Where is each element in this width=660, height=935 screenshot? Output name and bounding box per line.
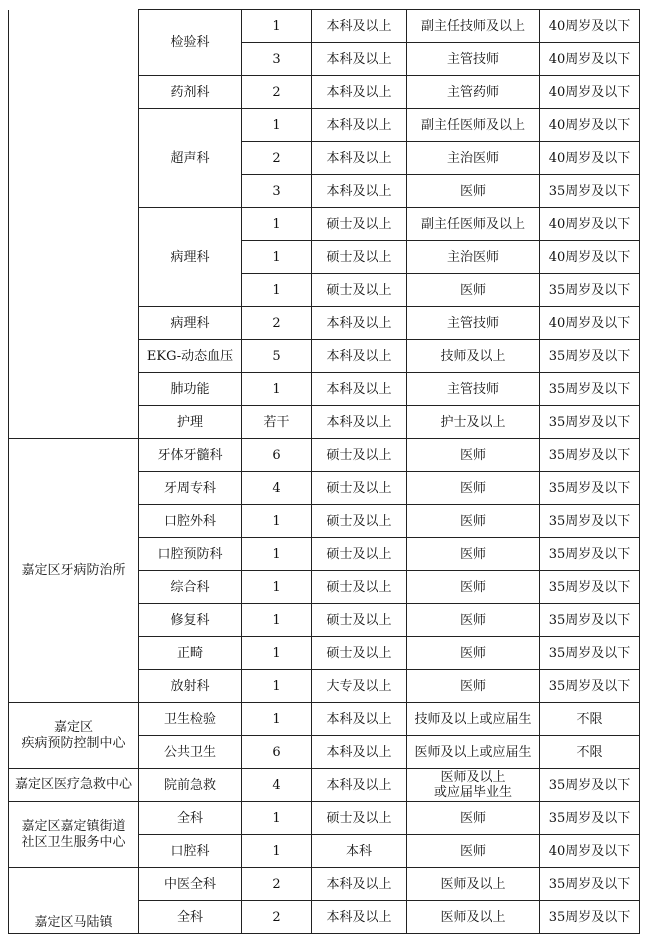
age-limit-cell: 35周岁及以下 xyxy=(540,802,640,835)
job-title-cell: 副主任技师及以上 xyxy=(407,10,540,43)
education-cell: 本科及以上 xyxy=(312,175,407,208)
education-cell: 本科及以上 xyxy=(312,109,407,142)
department-cell: 药剂科 xyxy=(139,76,242,109)
age-limit-cell: 35周岁及以下 xyxy=(540,340,640,373)
age-limit-cell: 35周岁及以下 xyxy=(540,769,640,802)
age-limit-cell: 35周岁及以下 xyxy=(540,571,640,604)
education-cell: 硕士及以上 xyxy=(312,604,407,637)
education-cell: 本科及以上 xyxy=(312,769,407,802)
headcount-cell: 1 xyxy=(242,109,312,142)
age-limit-cell: 35周岁及以下 xyxy=(540,373,640,406)
job-title-cell: 医师 xyxy=(407,637,540,670)
education-cell: 硕士及以上 xyxy=(312,571,407,604)
education-cell: 硕士及以上 xyxy=(312,274,407,307)
department-cell: 放射科 xyxy=(139,670,242,703)
headcount-cell: 1 xyxy=(242,10,312,43)
job-title-cell: 医师 xyxy=(407,538,540,571)
job-title-cell: 副主任医师及以上 xyxy=(407,208,540,241)
department-cell: 院前急救 xyxy=(139,769,242,802)
department-cell: EKG-动态血压 xyxy=(139,340,242,373)
age-limit-cell: 不限 xyxy=(540,703,640,736)
department-cell: 检验科 xyxy=(139,10,242,76)
job-title-cell: 技师及以上 xyxy=(407,340,540,373)
job-title-cell: 医师 xyxy=(407,472,540,505)
department-cell: 口腔科 xyxy=(139,835,242,868)
age-limit-cell: 35周岁及以下 xyxy=(540,604,640,637)
headcount-cell: 1 xyxy=(242,604,312,637)
headcount-cell: 1 xyxy=(242,538,312,571)
department-cell: 修复科 xyxy=(139,604,242,637)
headcount-cell: 3 xyxy=(242,175,312,208)
job-title-cell: 主管药师 xyxy=(407,76,540,109)
job-title-cell: 技师及以上或应届生 xyxy=(407,703,540,736)
headcount-cell: 1 xyxy=(242,241,312,274)
table-row xyxy=(9,703,640,736)
table-row xyxy=(9,802,640,835)
age-limit-cell: 35周岁及以下 xyxy=(540,670,640,703)
education-cell: 硕士及以上 xyxy=(312,439,407,472)
job-title-cell: 主治医师 xyxy=(407,241,540,274)
age-limit-cell: 35周岁及以下 xyxy=(540,175,640,208)
headcount-cell: 2 xyxy=(242,901,312,934)
headcount-cell: 1 xyxy=(242,373,312,406)
education-cell: 硕士及以上 xyxy=(312,208,407,241)
headcount-cell: 1 xyxy=(242,835,312,868)
department-cell: 病理科 xyxy=(139,208,242,307)
age-limit-cell: 35周岁及以下 xyxy=(540,538,640,571)
headcount-cell: 2 xyxy=(242,868,312,901)
unit-name-cell: 嘉定区嘉定镇街道 社区卫生服务中心 xyxy=(9,802,139,868)
department-cell: 全科 xyxy=(139,901,242,934)
education-cell: 本科及以上 xyxy=(312,10,407,43)
education-cell: 硕士及以上 xyxy=(312,505,407,538)
table-row xyxy=(9,439,640,472)
table-row xyxy=(9,868,640,901)
job-title-cell: 主管技师 xyxy=(407,307,540,340)
department-cell: 护理 xyxy=(139,406,242,439)
job-title-cell: 主治医师 xyxy=(407,142,540,175)
age-limit-cell: 40周岁及以下 xyxy=(540,109,640,142)
education-cell: 本科 xyxy=(312,835,407,868)
job-title-cell: 副主任医师及以上 xyxy=(407,109,540,142)
education-cell: 本科及以上 xyxy=(312,43,407,76)
education-cell: 硕士及以上 xyxy=(312,472,407,505)
job-title-cell: 医师 xyxy=(407,505,540,538)
headcount-cell: 1 xyxy=(242,670,312,703)
unit-name-cell xyxy=(9,10,139,439)
education-cell: 本科及以上 xyxy=(312,142,407,175)
age-limit-cell: 35周岁及以下 xyxy=(540,868,640,901)
age-limit-cell: 40周岁及以下 xyxy=(540,43,640,76)
department-cell: 口腔预防科 xyxy=(139,538,242,571)
job-title-cell: 主管技师 xyxy=(407,43,540,76)
job-title-cell: 主管技师 xyxy=(407,373,540,406)
job-title-cell: 医师及以上 xyxy=(407,901,540,934)
headcount-cell: 1 xyxy=(242,637,312,670)
headcount-cell: 4 xyxy=(242,472,312,505)
unit-name-cell: 嘉定区医疗急救中心 xyxy=(9,769,139,802)
department-cell: 牙体牙髓科 xyxy=(139,439,242,472)
recruitment-table-body xyxy=(9,10,640,934)
job-title-cell: 医师及以上 xyxy=(407,868,540,901)
job-title-cell: 医师 xyxy=(407,670,540,703)
unit-name-cell: 嘉定区牙病防治所 xyxy=(9,439,139,703)
age-limit-cell: 40周岁及以下 xyxy=(540,307,640,340)
education-cell: 本科及以上 xyxy=(312,307,407,340)
education-cell: 硕士及以上 xyxy=(312,538,407,571)
recruitment-table xyxy=(8,9,640,934)
headcount-cell: 1 xyxy=(242,703,312,736)
age-limit-cell: 35周岁及以下 xyxy=(540,274,640,307)
headcount-cell: 1 xyxy=(242,571,312,604)
age-limit-cell: 40周岁及以下 xyxy=(540,835,640,868)
headcount-cell: 6 xyxy=(242,439,312,472)
education-cell: 本科及以上 xyxy=(312,703,407,736)
department-cell: 综合科 xyxy=(139,571,242,604)
headcount-cell: 1 xyxy=(242,802,312,835)
education-cell: 本科及以上 xyxy=(312,340,407,373)
unit-name-cell: 嘉定区 疾病预防控制中心 xyxy=(9,703,139,769)
education-cell: 大专及以上 xyxy=(312,670,407,703)
education-cell: 本科及以上 xyxy=(312,736,407,769)
job-title-cell: 医师及以上或应届生 xyxy=(407,736,540,769)
department-cell: 卫生检验 xyxy=(139,703,242,736)
age-limit-cell: 40周岁及以下 xyxy=(540,10,640,43)
headcount-cell: 1 xyxy=(242,208,312,241)
age-limit-cell: 35周岁及以下 xyxy=(540,406,640,439)
headcount-cell: 1 xyxy=(242,505,312,538)
department-cell: 肺功能 xyxy=(139,373,242,406)
job-title-cell: 护士及以上 xyxy=(407,406,540,439)
job-title-cell: 医师 xyxy=(407,802,540,835)
headcount-cell: 4 xyxy=(242,769,312,802)
headcount-cell: 若干 xyxy=(242,406,312,439)
table-row xyxy=(9,769,640,802)
headcount-cell: 2 xyxy=(242,307,312,340)
department-cell: 公共卫生 xyxy=(139,736,242,769)
headcount-cell: 1 xyxy=(242,274,312,307)
department-cell: 牙周专科 xyxy=(139,472,242,505)
headcount-cell: 6 xyxy=(242,736,312,769)
age-limit-cell: 40周岁及以下 xyxy=(540,241,640,274)
age-limit-cell: 35周岁及以下 xyxy=(540,439,640,472)
department-cell: 超声科 xyxy=(139,109,242,208)
table-row xyxy=(9,10,640,43)
age-limit-cell: 35周岁及以下 xyxy=(540,637,640,670)
headcount-cell: 2 xyxy=(242,142,312,175)
department-cell: 全科 xyxy=(139,802,242,835)
age-limit-cell: 35周岁及以下 xyxy=(540,472,640,505)
department-cell: 正畸 xyxy=(139,637,242,670)
age-limit-cell: 35周岁及以下 xyxy=(540,505,640,538)
unit-name-cell: 嘉定区马陆镇 xyxy=(9,868,139,934)
education-cell: 本科及以上 xyxy=(312,406,407,439)
age-limit-cell: 35周岁及以下 xyxy=(540,901,640,934)
job-title-cell: 医师 xyxy=(407,604,540,637)
education-cell: 硕士及以上 xyxy=(312,802,407,835)
education-cell: 硕士及以上 xyxy=(312,241,407,274)
headcount-cell: 3 xyxy=(242,43,312,76)
job-title-cell: 医师 xyxy=(407,835,540,868)
headcount-cell: 2 xyxy=(242,76,312,109)
age-limit-cell: 40周岁及以下 xyxy=(540,76,640,109)
headcount-cell: 5 xyxy=(242,340,312,373)
job-title-cell: 医师 xyxy=(407,571,540,604)
job-title-cell: 医师 xyxy=(407,274,540,307)
education-cell: 本科及以上 xyxy=(312,868,407,901)
job-title-cell: 医师及以上 或应届毕业生 xyxy=(407,769,540,802)
age-limit-cell: 不限 xyxy=(540,736,640,769)
age-limit-cell: 40周岁及以下 xyxy=(540,208,640,241)
education-cell: 硕士及以上 xyxy=(312,637,407,670)
department-cell: 中医全科 xyxy=(139,868,242,901)
department-cell: 病理科 xyxy=(139,307,242,340)
education-cell: 本科及以上 xyxy=(312,373,407,406)
department-cell: 口腔外科 xyxy=(139,505,242,538)
education-cell: 本科及以上 xyxy=(312,901,407,934)
job-title-cell: 医师 xyxy=(407,175,540,208)
job-title-cell: 医师 xyxy=(407,439,540,472)
education-cell: 本科及以上 xyxy=(312,76,407,109)
age-limit-cell: 40周岁及以下 xyxy=(540,142,640,175)
